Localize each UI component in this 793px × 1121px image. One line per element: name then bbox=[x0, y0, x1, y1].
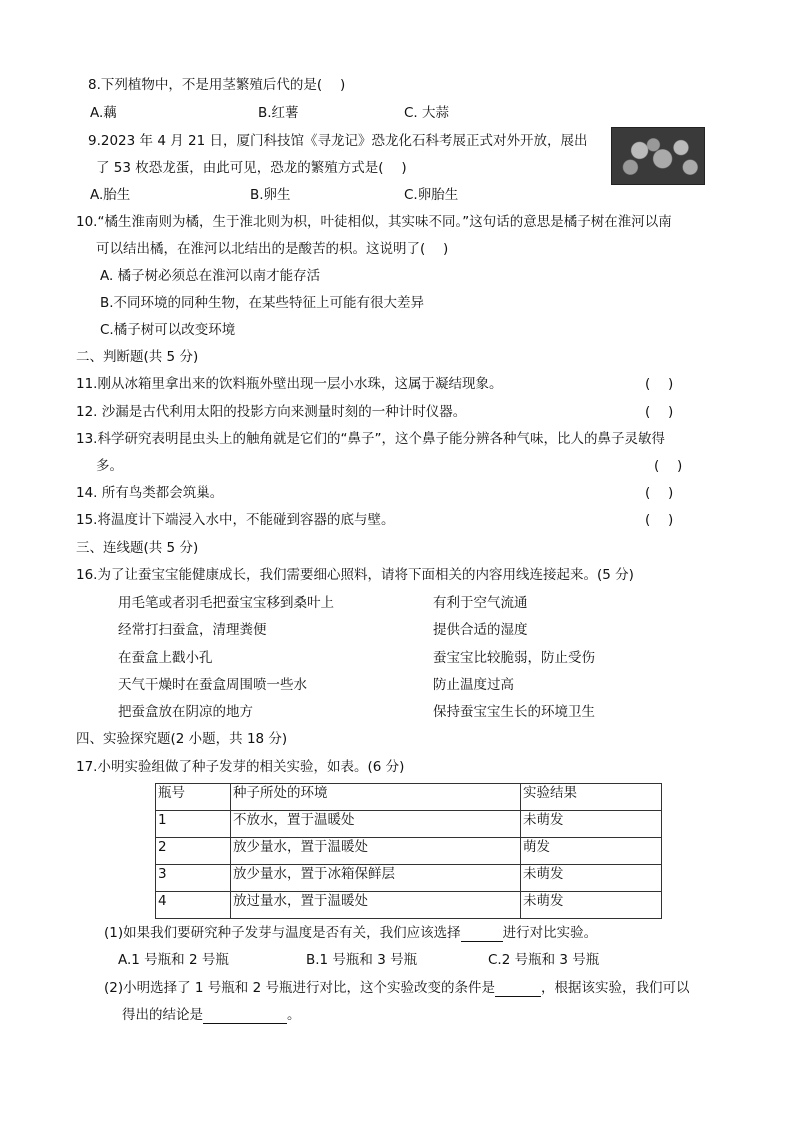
q9-stem-line1: 9.2023 年 4 月 21 日，厦门科技馆《寻龙记》恐龙化石科考展正式对外开放，展出 bbox=[88, 133, 588, 149]
q16-left-1[interactable]: 用毛笔或者羽毛把蚕宝宝移到桑叶上 bbox=[118, 595, 334, 611]
section4-title: 四、实验探究题(2 小题，共 18 分) bbox=[76, 731, 288, 747]
q10-option-a: A. 橘子树必须总在淮河以南才能存活 bbox=[100, 268, 321, 284]
q17-sub1 bbox=[104, 924, 597, 942]
judge-11-bracket: ( ) bbox=[645, 376, 674, 392]
q17-sub1-blank[interactable] bbox=[461, 927, 503, 942]
q17-sub1-text-a: (1)如果我们要研究种子发芽与温度是否有关，我们应该选择 bbox=[104, 925, 461, 941]
table-cell: 1 bbox=[156, 811, 231, 838]
judge-15-bracket: ( ) bbox=[645, 512, 674, 528]
q17-sub1-text-b: 进行对比实验。 bbox=[502, 925, 598, 941]
table-row bbox=[156, 811, 662, 838]
q16-left-2[interactable]: 经常打扫蚕盒，清理粪便 bbox=[118, 622, 267, 638]
q8-option-a: A.藕 bbox=[90, 105, 117, 121]
q17-sub1-option-b: B.1 号瓶和 3 号瓶 bbox=[306, 952, 418, 968]
table-header-cell: 瓶号 bbox=[156, 784, 231, 811]
q10-option-c: C.橘子树可以改变环境 bbox=[100, 322, 236, 338]
dinosaur-eggs-photo bbox=[611, 127, 705, 185]
judge-13-bracket: ( ) bbox=[654, 458, 683, 474]
judge-13-line2: 多。 bbox=[96, 458, 123, 474]
q17-sub2-blank-1[interactable] bbox=[495, 982, 541, 997]
table-row bbox=[156, 838, 662, 865]
q16-right-4[interactable]: 防止温度过高 bbox=[433, 677, 514, 693]
experiment-table bbox=[155, 783, 662, 919]
q16-right-1[interactable]: 有利于空气流通 bbox=[433, 595, 528, 611]
q9-option-a: A.胎生 bbox=[90, 187, 131, 203]
judge-13: 13.科学研究表明昆虫头上的触角就是它们的“鼻子”，这个鼻子能分辨各种气味，比人的鼻子灵敏得 bbox=[76, 431, 665, 447]
q16-right-5[interactable]: 保持蚕宝宝生长的环境卫生 bbox=[433, 704, 595, 720]
table-cell: 不放水，置于温暖处 bbox=[231, 811, 521, 838]
table-row bbox=[156, 892, 662, 919]
table-header-cell: 种子所处的环境 bbox=[231, 784, 521, 811]
q17-sub2 bbox=[104, 979, 689, 997]
q17-sub2-blank-2[interactable] bbox=[203, 1009, 287, 1024]
q16-left-4[interactable]: 天气干燥时在蚕盒周围喷一些水 bbox=[118, 677, 307, 693]
table-header-cell: 实验结果 bbox=[521, 784, 662, 811]
q16-right-2[interactable]: 提供合适的湿度 bbox=[433, 622, 528, 638]
section2-title: 二、判断题(共 5 分) bbox=[76, 349, 199, 365]
section3-title: 三、连线题(共 5 分) bbox=[76, 540, 199, 556]
judge-12: 12. 沙漏是古代利用太阳的投影方向来测量时刻的一种计时仪器。 bbox=[76, 404, 467, 420]
q17-sub1-option-c: C.2 号瓶和 3 号瓶 bbox=[488, 952, 600, 968]
judge-14-bracket: ( ) bbox=[645, 485, 674, 501]
table-cell: 4 bbox=[156, 892, 231, 919]
q16-stem: 16.为了让蚕宝宝能健康成长，我们需要细心照料，请将下面相关的内容用线连接起来。(5 分) bbox=[76, 567, 634, 583]
table-cell: 放少量水，置于冰箱保鲜层 bbox=[231, 865, 521, 892]
table-cell: 未萌发 bbox=[521, 892, 662, 919]
q8-option-c: C. 大蒜 bbox=[404, 105, 450, 121]
q10-option-b: B.不同环境的同种生物，在某些特征上可能有很大差异 bbox=[100, 295, 425, 311]
q16-right-3[interactable]: 蚕宝宝比较脆弱，防止受伤 bbox=[433, 650, 595, 666]
q17-sub2-line2-text-b: 。 bbox=[287, 1007, 301, 1023]
table-cell: 放少量水，置于温暖处 bbox=[231, 838, 521, 865]
table-cell: 未萌发 bbox=[521, 811, 662, 838]
table-row bbox=[156, 865, 662, 892]
q17-sub2-text-a: (2)小明选择了 1 号瓶和 2 号瓶进行对比，这个实验改变的条件是 bbox=[104, 980, 495, 996]
table-cell: 萌发 bbox=[521, 838, 662, 865]
q10-stem-line2: 可以结出橘，在淮河以北结出的是酸苦的枳。这说明了( ) bbox=[96, 241, 449, 257]
table-cell: 3 bbox=[156, 865, 231, 892]
q16-left-3[interactable]: 在蚕盒上戳小孔 bbox=[118, 650, 213, 666]
q16-left-5[interactable]: 把蚕盒放在阴凉的地方 bbox=[118, 704, 253, 720]
table-cell: 2 bbox=[156, 838, 231, 865]
q10-stem-line1: 10.“橘生淮南则为橘，生于淮北则为枳，叶徒相似，其实味不同。”这句话的意思是橘子树在淮河以南 bbox=[76, 214, 672, 230]
q17-sub2-line2 bbox=[122, 1006, 301, 1024]
table-cell: 未萌发 bbox=[521, 865, 662, 892]
table-cell: 放过量水，置于温暖处 bbox=[231, 892, 521, 919]
table-header-row bbox=[156, 784, 662, 811]
judge-15: 15.将温度计下端浸入水中，不能碰到容器的底与壁。 bbox=[76, 512, 395, 528]
q9-option-c: C.卵胎生 bbox=[404, 187, 459, 203]
q8-stem: 8.下列植物中，不是用茎繁殖后代的是( ) bbox=[88, 77, 346, 93]
judge-14: 14. 所有鸟类都会筑巢。 bbox=[76, 485, 224, 501]
q17-sub1-option-a: A.1 号瓶和 2 号瓶 bbox=[118, 952, 229, 968]
q9-stem-line2: 了 53 枚恐龙蛋，由此可见，恐龙的繁殖方式是( ) bbox=[96, 160, 407, 176]
q17-sub2-line2-text-a: 得出的结论是 bbox=[122, 1007, 203, 1023]
judge-11: 11.刚从冰箱里拿出来的饮料瓶外壁出现一层小水珠，这属于凝结现象。 bbox=[76, 376, 503, 392]
q17-sub2-text-b: ，根据该实验，我们可以 bbox=[540, 980, 690, 996]
q9-option-b: B.卵生 bbox=[250, 187, 291, 203]
q17-stem: 17.小明实验组做了种子发芽的相关实验，如表。(6 分) bbox=[76, 759, 405, 775]
q8-option-b: B.红薯 bbox=[258, 105, 299, 121]
judge-12-bracket: ( ) bbox=[645, 404, 674, 420]
